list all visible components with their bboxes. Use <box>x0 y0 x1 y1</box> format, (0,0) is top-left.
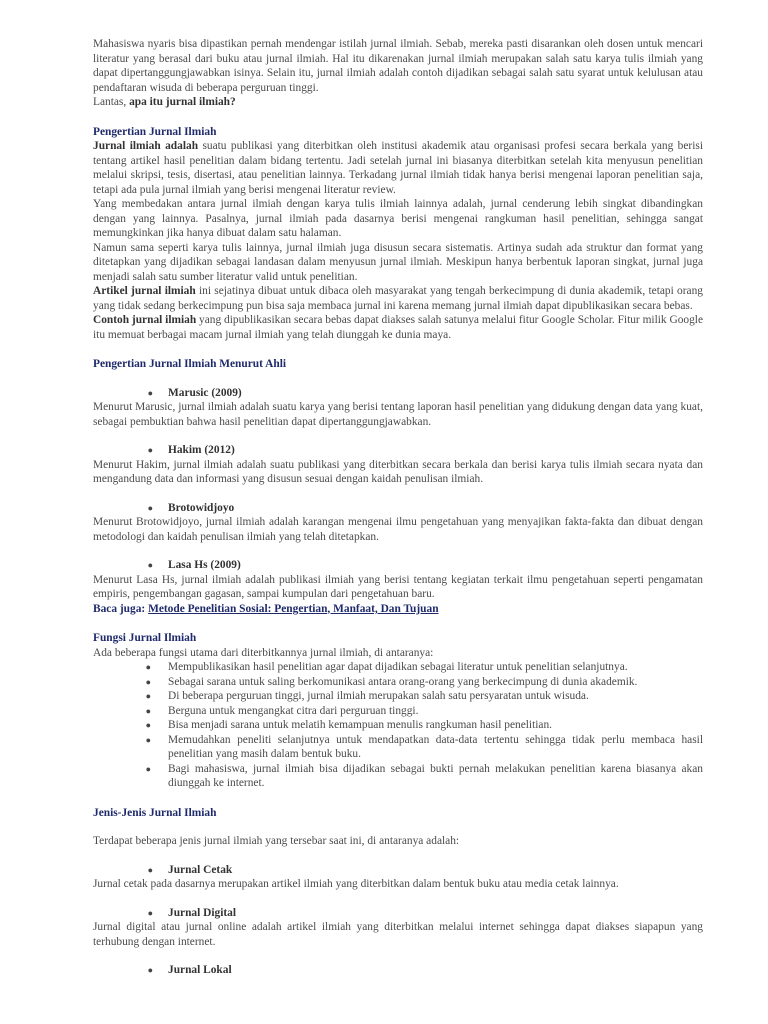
bullet-icon: ● <box>147 502 153 513</box>
ahli-text-marusic: Menurut Marusic, jurnal ilmiah adalah suatu karya yang berisi tentang laporan hasil penelitian yang didukung dengan data yang kuat, sebagai pembuktian bahwa hasil penelitian dapat dipertanggungjawabkan. <box>93 401 703 428</box>
baca-juga-label: Baca juga: <box>93 602 149 615</box>
jenis-item-digital: ● Jurnal Digital <box>93 906 703 921</box>
bullet-icon: ● <box>147 965 153 975</box>
list-item: ● Sebagai sarana untuk saling berkomunikasi antara orang-orang yang berkecimpung di dunia akademik. <box>93 675 703 690</box>
baca-juga <box>93 602 703 617</box>
intro-question: Lantas, apa itu jurnal ilmiah? <box>93 96 236 108</box>
heading-ahli: Pengertian Jurnal Ilmiah Menurut Ahli <box>93 358 287 370</box>
fungsi-intro: Ada beberapa fungsi utama dari diterbitkannya jurnal ilmiah, di antaranya: <box>93 646 434 659</box>
pengertian-paragraph-3: Namun sama seperti karya tulis lainnya, jurnal ilmiah juga disusun secara sistematis. Artinya sudah ada struktur dan format yang ditetapkan yang dijadikan sebagai landasan dalam menyusun jurnal ilmiah. Meskipun hanya berbentuk laporan singkat, jurnal juga menjadi salah satu sumber literatur valid untuk penelitian. <box>93 241 703 283</box>
ahli-text-brotowidjoyo: Menurut Brotowidjoyo, jurnal ilmiah adalah karangan mengenai ilmu pengetahuan yang menyajikan fakta-fakta dan dibuat dengan metodologi dan kaidah penulisan ilmiah yang telah ditetapkan. <box>93 516 703 543</box>
bullet-icon: ● <box>147 445 153 455</box>
fungsi-list <box>93 660 703 791</box>
ahli-item-marusic: ● Marusic (2009) <box>93 386 703 401</box>
bullet-icon: ● <box>145 676 151 687</box>
list-item: ● Memudahkan peneliti selanjutnya untuk mendapatkan data-data tertentu sehingga tidak perlu membaca hasil penelitian yang masih dalam bentuk buku. <box>93 733 703 762</box>
jenis-item-lokal: ● Jurnal Lokal <box>93 963 703 978</box>
bullet-icon: ● <box>145 662 151 672</box>
jenis-item-cetak: ● Jurnal Cetak <box>93 863 703 878</box>
ahli-text-lasa-hs: Menurut Lasa Hs, jurnal ilmiah adalah publikasi ilmiah yang berisi tentang kegiatan terkait ilmu pengetahuan seperti pengamatan empiris, pengembangan gagasan, sampai kumpulan dari pengetahuan baru. <box>93 573 703 600</box>
jenis-text-cetak: Jurnal cetak pada dasarnya merupakan artikel ilmiah yang diterbitkan dalam bentuk buku atau media cetak lainnya. <box>93 878 619 890</box>
document-body <box>93 37 703 978</box>
heading-jenis: Jenis-Jenis Jurnal Ilmiah <box>93 806 217 819</box>
pengertian-paragraph-4: Artikel jurnal ilmiah ini sejatinya dibuat untuk dibaca oleh masyarakat yang tengah berkecimpung di dunia akademik, tetapi orang yang tidak sedang berkecimpung pun bisa saja membaca jurnal ini karena memang jurnal ilmiah dapat dipublikasikan secara bebas. <box>93 285 703 312</box>
ahli-item-brotowidjoyo: ● Brotowidjoyo <box>93 501 703 516</box>
list-item: ● Bisa menjadi sarana untuk melatih kemampuan menulis rangkuman hasil penelitian. <box>93 718 703 733</box>
jenis-intro: Terdapat beberapa jenis jurnal ilmiah yang tersebar saat ini, di antaranya adalah: <box>93 835 460 847</box>
bullet-icon: ● <box>147 387 153 398</box>
bullet-icon: ● <box>145 705 151 716</box>
bullet-icon: ● <box>147 560 153 570</box>
jenis-text-digital: Jurnal digital atau jurnal online adalah artikel ilmiah yang diterbitkan melalui internet sehingga dapat diakses siapapun yang terhubung dengan internet. <box>93 921 703 948</box>
ahli-item-hakim: ● Hakim (2012) <box>93 443 703 458</box>
ahli-text-hakim: Menurut Hakim, jurnal ilmiah adalah suatu publikasi yang diterbitkan secara berkala dan berisi karya tulis ilmiah secara nyata dan mengandung data dan informasi yang disusun sesuai dengan kaidah penulisan ilmiah. <box>93 458 703 485</box>
bullet-icon: ● <box>147 907 153 918</box>
bullet-icon: ● <box>145 734 151 745</box>
bullet-icon: ● <box>145 763 151 774</box>
intro-paragraph: Mahasiswa nyaris bisa dipastikan pernah mendengar istilah jurnal ilmiah. Sebab, mereka pasti disarankan oleh dosen untuk mencari literatur yang berasal dari buku atau jurnal ilmiah. Hal itu dikarenakan jurnal ilmiah merupakan salah satu karya tulis ilmiah yang dapat dipertanggungjawabkan isinya. Selain itu, jurnal ilmiah adalah contoh dijadikan sebagai salah satu syarat untuk kelulusan atau pendaftaran wisuda di beberapa perguruan tinggi. <box>93 38 703 94</box>
heading-pengertian: Pengertian Jurnal Ilmiah <box>93 125 217 138</box>
baca-juga-link[interactable]: Metode Penelitian Sosial: Pengertian, Manfaat, Dan Tujuan <box>148 602 439 615</box>
list-item: ● Berguna untuk mengangkat citra dari perguruan tinggi. <box>93 704 703 719</box>
list-item: ● Di beberapa perguruan tinggi, jurnal ilmiah merupakan salah satu persyaratan untuk wisuda. <box>93 689 703 704</box>
bullet-icon: ● <box>145 691 151 701</box>
list-item: ● Bagi mahasiswa, jurnal ilmiah bisa dijadikan sebagai bukti pernah melakukan penelitian karena biasanya akan diunggah ke internet. <box>93 762 703 791</box>
list-item: ● Mempublikasikan hasil penelitian agar dapat dijadikan sebagai literatur untuk penelitian selanjutnya. <box>93 660 703 675</box>
heading-fungsi: Fungsi Jurnal Ilmiah <box>93 632 197 644</box>
pengertian-paragraph-5: Contoh jurnal ilmiah yang dipublikasikan secara bebas dapat diakses salah satunya melalui fitur Google Scholar. Fitur milik Google itu memuat berbagai macam jurnal ilmiah yang telah diunggah ke dunia maya. <box>93 314 704 341</box>
bullet-icon: ● <box>147 864 153 875</box>
bullet-icon: ● <box>145 720 151 730</box>
pengertian-paragraph-1: Jurnal ilmiah adalah suatu publikasi yang diterbitkan oleh institusi akademik atau organisasi profesi secara berkala yang berisi tentang artikel hasil penelitian dalam bidang tertentu. Jadi setelah jurnal ini biasanya diterbitkan setelah kita menyusun penelitian melalui skripsi, tesis, disertasi, atau penelitian lainnya. Terkadang jurnal ilmiah tidak hanya berisi mengenai laporan penelitian saja, tetapi ada pula jurnal ilmiah yang berisi mengenai literatur review. <box>93 140 703 196</box>
pengertian-paragraph-2: Yang membedakan antara jurnal ilmiah dengan karya tulis ilmiah lainnya adalah, jurnal cenderung lebih singkat dibandingkan dengan yang lainnya. Pasalnya, jurnal ilmiah pada dasarnya berisi mengenai rangkuman hasil penelitian, sehingga sangat memungkinkan jika hanya dibuat dalam satu halaman. <box>93 198 703 239</box>
ahli-item-lasa-hs: ● Lasa Hs (2009) <box>93 558 703 573</box>
